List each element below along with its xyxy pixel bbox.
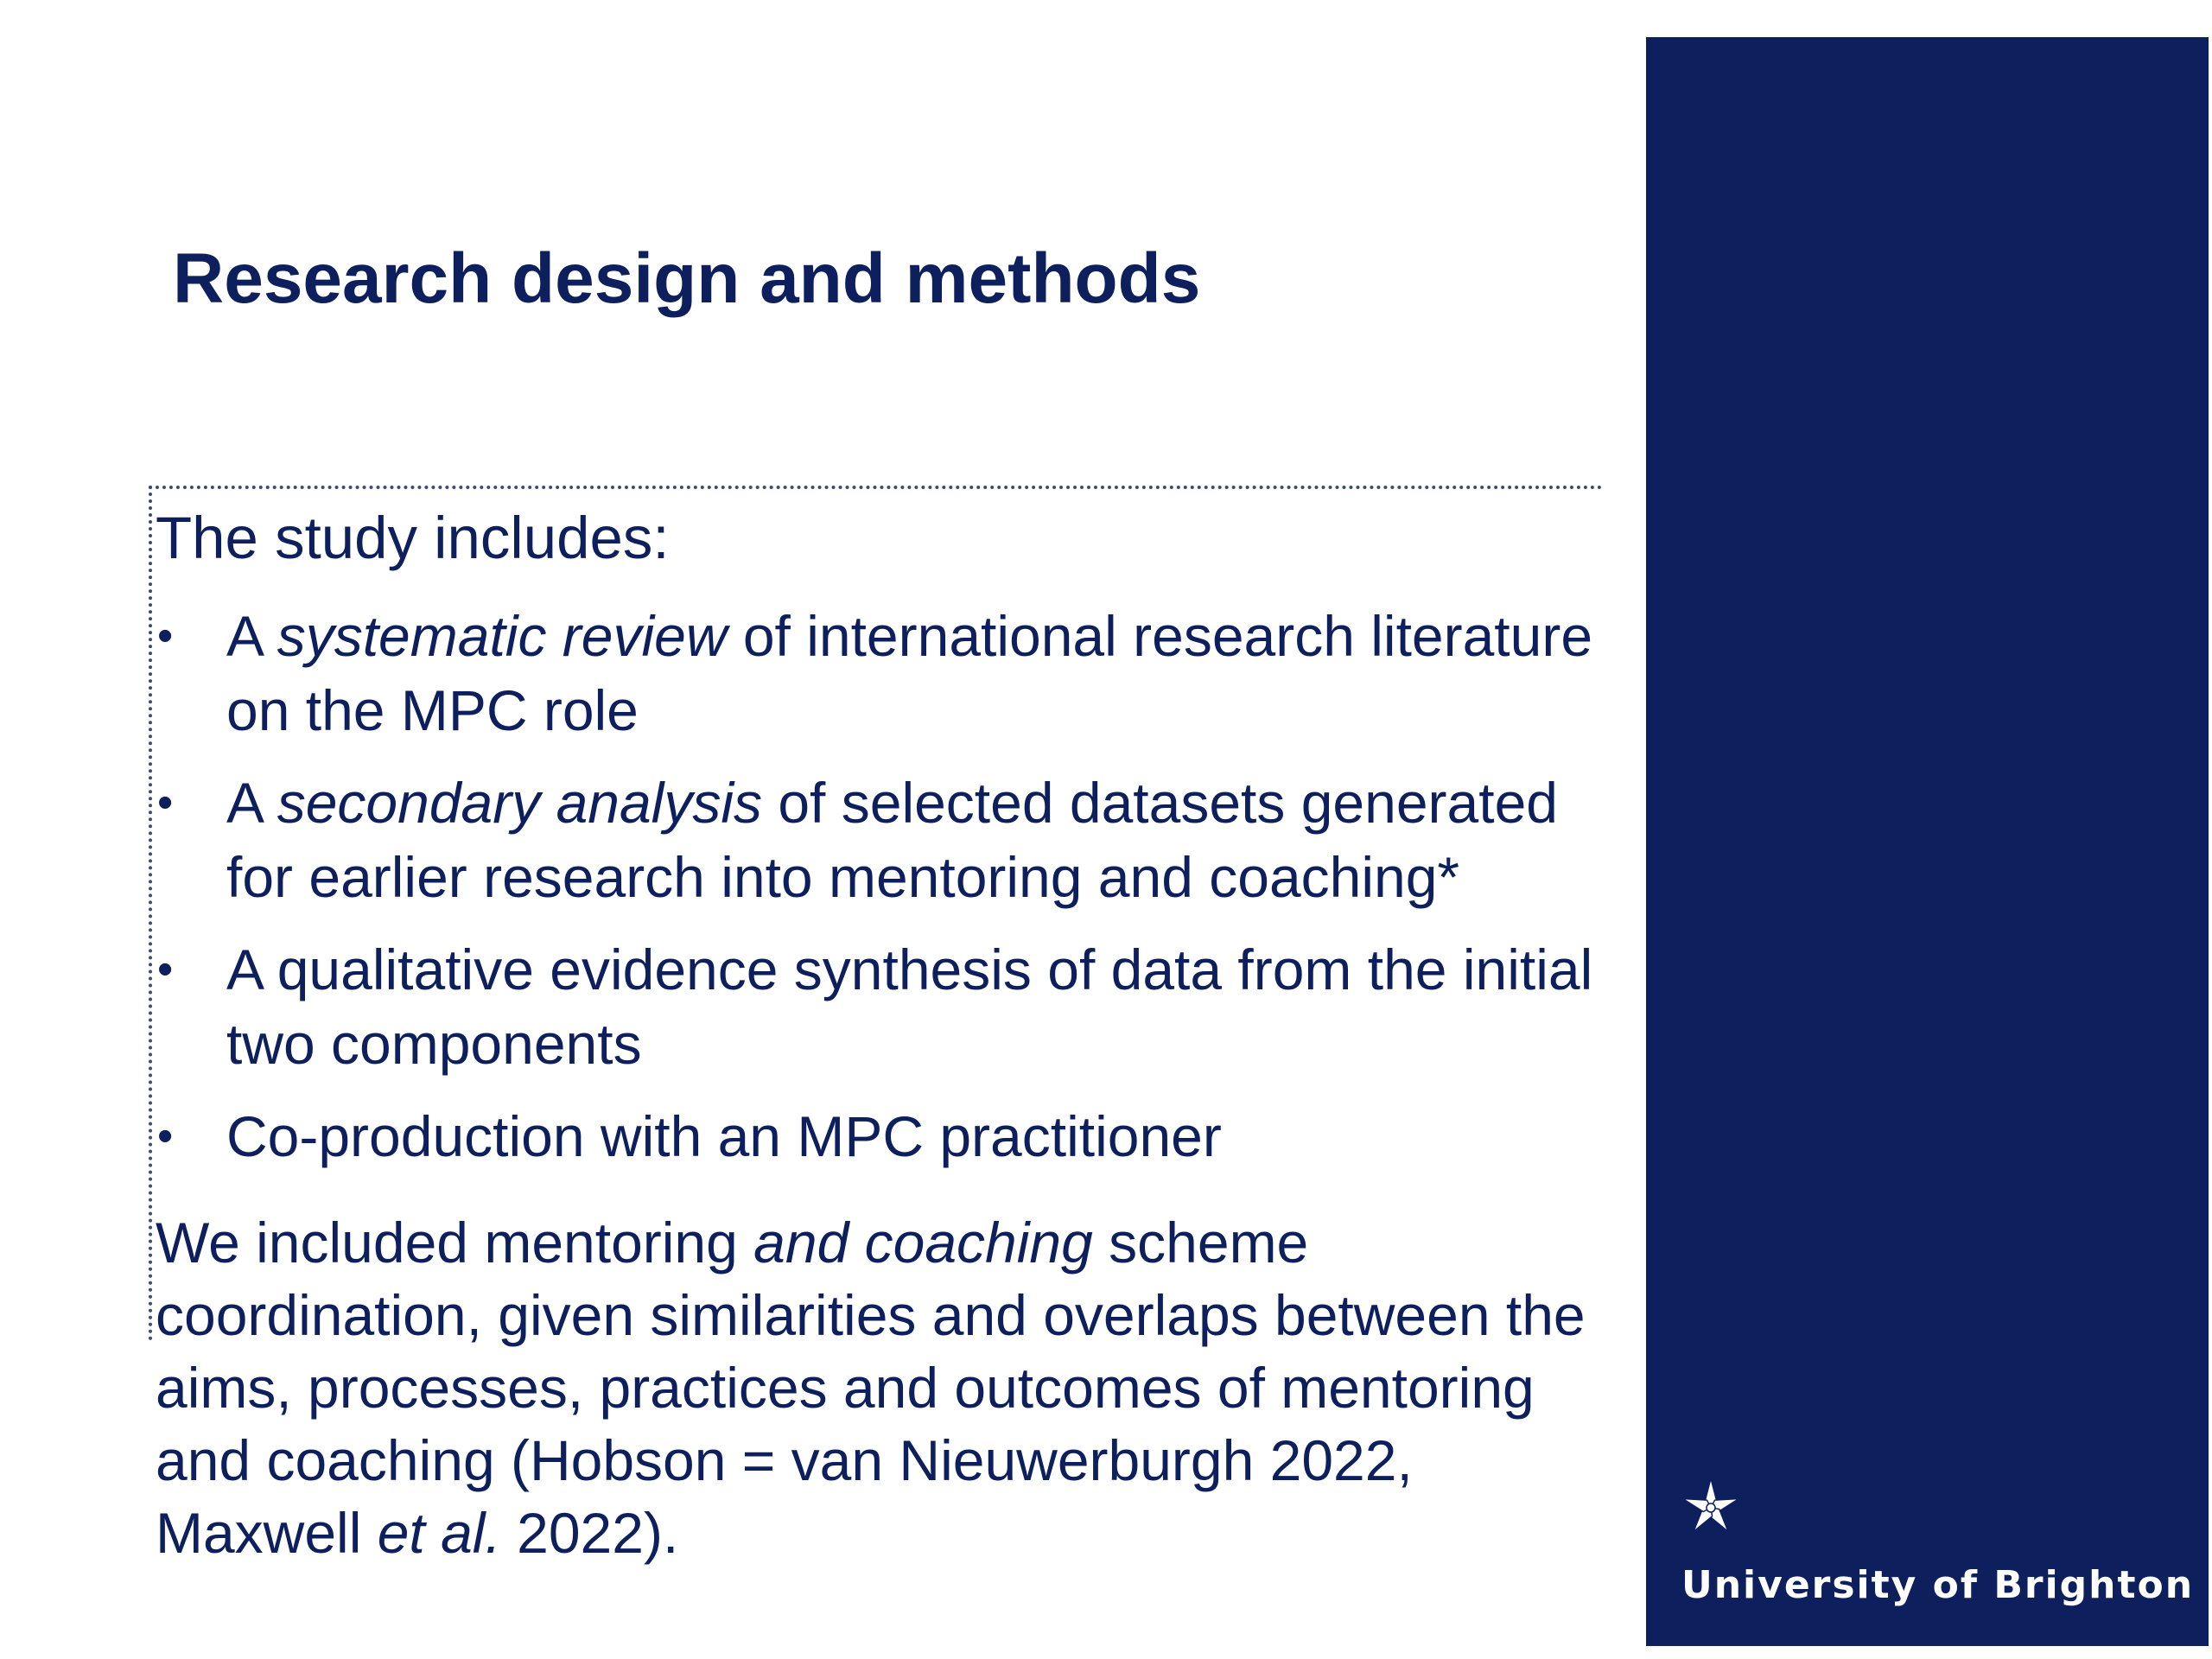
slide-title: Research design and methods [173,239,1201,318]
list-item [156,766,1600,914]
bullet-icon: • [157,944,174,995]
slide-body [156,495,1607,1569]
bullet-text-suffix: of selected datasets generated for earlier research into mentoring and coaching* [226,771,1558,909]
closing-text-1: We included mentoring [156,1211,754,1274]
bullet-text: A qualitative evidence synthesis of data from the initial two components [226,938,1593,1076]
closing-text-2: scheme coordination, given similarities and overlaps between the aims, processes, practices and outcomes of mentoring and coaching (Hobson = van Nieuwerburgh 2022, Maxwell [156,1211,1586,1565]
list-item [156,932,1600,1081]
closing-paragraph [156,1206,1607,1569]
bullet-icon: • [157,1111,174,1161]
bullet-text-suffix: of international research literature on the MPC role [226,604,1593,742]
brand-side-panel [1646,37,2209,1646]
bullet-icon: • [157,611,174,661]
bullet-text-prefix: A [226,771,277,835]
university-logo [1676,1473,2195,1611]
intro-text: The study includes: [156,505,670,571]
closing-text-3: 2022). [500,1501,679,1565]
bullet-icon: • [157,778,174,828]
bullet-text-prefix: A [226,604,277,668]
closing-emphasis-2: et al. [377,1501,501,1565]
bullet-text-emphasis: systematic review [276,604,728,668]
closing-emphasis-1: and coaching [753,1211,1093,1274]
bullet-text-emphasis: secondary analysis [276,771,763,835]
list-item [156,599,1600,747]
logo-text: University of Brighton [1681,1563,2195,1607]
bullet-list [156,599,1607,1173]
list-item [156,1099,1600,1173]
bullet-text: Co-production with an MPC practitioner [226,1104,1222,1168]
compass-star-icon [1676,1473,1745,1542]
